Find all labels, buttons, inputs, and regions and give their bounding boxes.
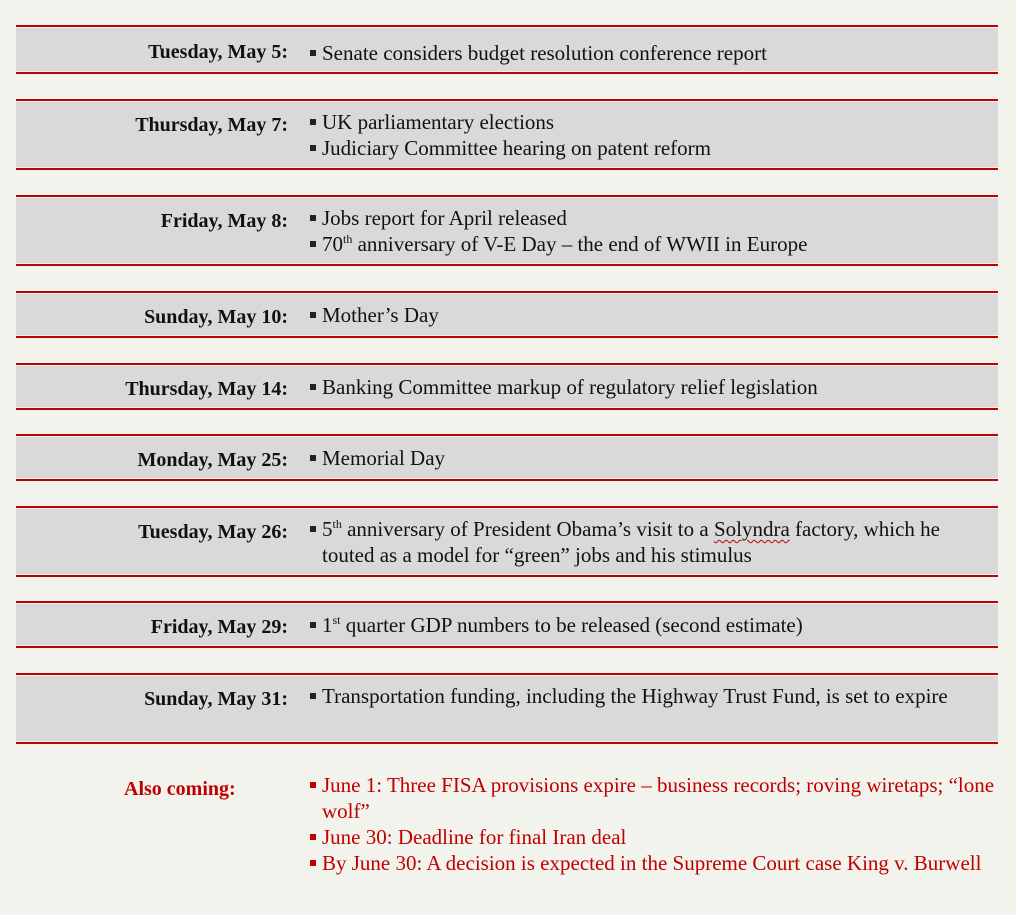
event-date: Tuesday, May 5: [148,41,288,63]
event-date: Friday, May 29: [150,616,288,638]
event-item: Banking Committee markup of regulatory relief legislation [310,374,990,400]
event-list [310,40,990,66]
event-date: Tuesday, May 26: [138,521,288,543]
event-list [310,445,990,471]
spelling-flagged-word: Solyndra [713,517,790,541]
event-item: Transportation funding, including the Highway Trust Fund, is set to expire [310,683,990,709]
event-date: Monday, May 25: [137,449,288,471]
event-item: Jobs report for April released [310,205,990,231]
event-date: Thursday, May 14: [125,378,288,400]
calendar-row [16,291,998,338]
calendar-row [16,601,998,648]
calendar-row [16,195,998,266]
event-date: Thursday, May 7: [135,114,288,136]
calendar-row [16,25,998,74]
also-coming-item: June 1: Three FISA provisions expire – business records; roving wiretaps; “lone wolf” [310,772,1000,824]
event-item: 70th anniversary of V-E Day – the end of WWII in Europe [310,231,990,257]
also-coming-item: By June 30: A decision is expected in the Supreme Court case King v. Burwell [310,850,1000,876]
event-date: Friday, May 8: [160,210,288,232]
calendar-row [16,673,998,744]
event-list [310,205,990,257]
also-coming-label: Also coming: [124,778,236,800]
calendar-row [16,506,998,577]
event-item: 1st quarter GDP numbers to be released (second estimate) [310,612,990,638]
calendar-row [16,99,998,170]
calendar-row [16,363,998,410]
event-date: Sunday, May 10: [144,306,288,328]
also-coming-item: June 30: Deadline for final Iran deal [310,824,1000,850]
event-list [310,374,990,400]
event-date: Sunday, May 31: [144,688,288,710]
event-list [310,612,990,638]
event-item: Mother’s Day [310,302,990,328]
event-item: UK parliamentary elections [310,109,990,135]
event-list [310,109,990,161]
event-list [310,302,990,328]
also-coming-list [310,772,1000,876]
calendar-row [16,434,998,481]
event-item: Memorial Day [310,445,990,471]
event-list [310,516,990,568]
event-item: Judiciary Committee hearing on patent reform [310,135,990,161]
event-item: 5th anniversary of President Obama’s visit to a Solyndra factory, which he touted as a model for “green” jobs and his stimulus [310,516,990,568]
also-coming-section [0,772,1016,902]
event-item: Senate considers budget resolution conference report [310,40,990,66]
event-list [310,683,990,709]
